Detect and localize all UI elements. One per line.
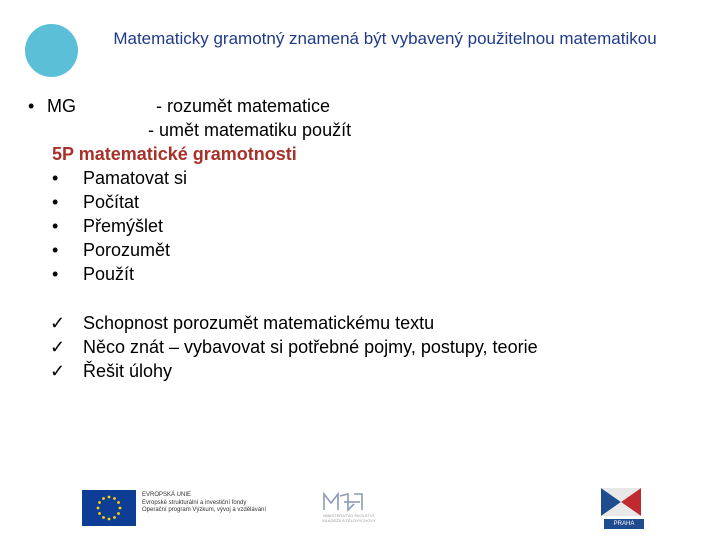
check-mark-icon: ✓ — [50, 337, 66, 357]
list-item-text: Přemýšlet — [83, 216, 164, 236]
bullet: • — [52, 216, 59, 236]
check-mark-icon: ✓ — [50, 313, 66, 333]
section-heading: 5P matematické gramotnosti — [52, 144, 297, 164]
bullet: • — [28, 96, 35, 116]
mg-line-1: - rozumět matematice — [156, 96, 331, 116]
msmt-text-line: MINISTERSTVO ŠKOLSTVÍ, — [323, 513, 375, 518]
list-item-text: Pamatovat si — [83, 168, 188, 188]
slide-title: Matematicky gramotný znamená být vybavený použitelnou matematikou — [113, 29, 657, 48]
mg-label: MG — [47, 96, 76, 116]
bullet: • — [52, 264, 59, 284]
list-item-text: Použít — [83, 264, 135, 284]
eu-flag-logo — [82, 490, 136, 526]
check-mark-icon: ✓ — [50, 361, 66, 381]
check-item-text: Schopnost porozumět matematickému textu — [83, 313, 435, 333]
eu-text-line: EVROPSKÁ UNIE — [142, 492, 192, 498]
msmt-text-line: MLÁDEŽE A TĚLOVÝCHOVY — [322, 518, 376, 523]
eu-text-line: Evropské strukturální a investiční fondy — [142, 499, 247, 506]
decorative-circle — [25, 24, 78, 77]
bullet: • — [52, 192, 59, 212]
list-item-text: Porozumět — [83, 240, 171, 260]
eu-logo-text — [142, 492, 266, 515]
msmt-logo-text — [304, 513, 394, 523]
check-item-text: Něco znát – vybavovat si potřebné pojmy, postupy, teorie — [83, 337, 538, 357]
praha-label: PRAHA — [604, 519, 644, 529]
check-item-text: Řešit úlohy — [83, 361, 173, 381]
mg-line-2: - umět matematiku použít — [148, 120, 352, 140]
bullet: • — [52, 168, 59, 188]
eu-text-line: Operační program Výzkum, vývoj a vzdělávání — [142, 507, 267, 513]
list-item-text: Počítat — [83, 192, 140, 212]
bullet: • — [52, 240, 59, 260]
